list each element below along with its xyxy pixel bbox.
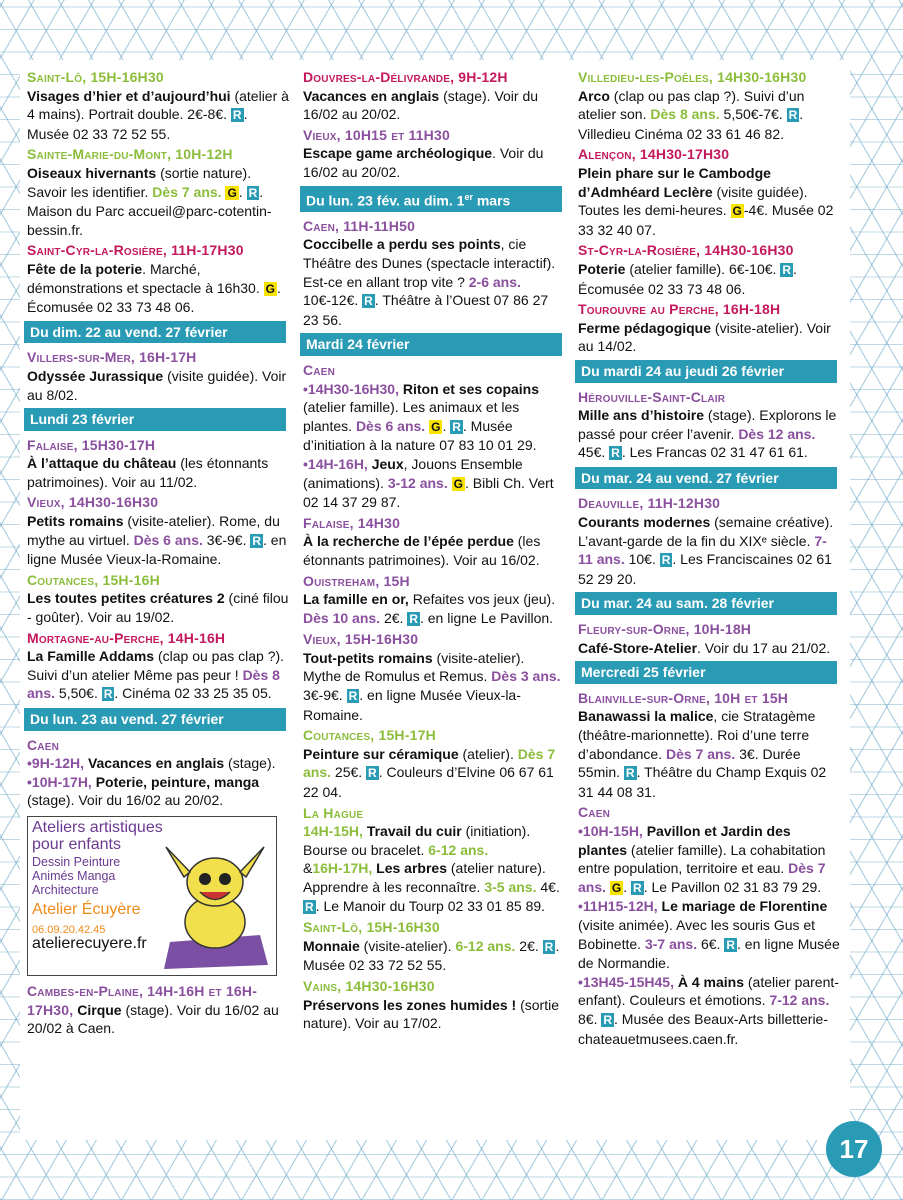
event-text: Marché, démonstrations et spectacle à 16h30.	[27, 260, 260, 296]
price: 5,50€.	[58, 685, 98, 702]
booking-badge: R	[625, 766, 635, 781]
event-city: Caen	[27, 736, 60, 753]
event-title: Poterie, peinture, manga	[95, 773, 260, 790]
event-tourouvre	[578, 300, 840, 356]
price: 2€.	[383, 609, 404, 626]
booking-badge: R	[103, 687, 113, 702]
time-label: •14H-16H,	[303, 455, 368, 472]
event-title: À la recherche de l’épée perdue	[303, 533, 514, 550]
age-label: Dès 6 ans.	[133, 531, 203, 548]
booking-badge: R	[661, 553, 671, 568]
booking-badge: R	[544, 939, 554, 954]
date-band: Mardi 24 février	[300, 333, 562, 356]
time-label: 14H-15H,	[303, 823, 363, 840]
price: 4€.	[540, 879, 560, 895]
event-city: Caen	[578, 804, 611, 821]
event-coutances	[27, 571, 289, 627]
event-city: Fleury-sur-Orne, 10H-18H	[578, 621, 752, 638]
booking-badge: R	[409, 611, 418, 626]
time-label: •13H45-15H45,	[578, 973, 674, 990]
event-info: . en ligne Musée Vieux-la-Romaine.	[27, 531, 287, 568]
event-title: Les toutes petites créatures 2	[27, 590, 225, 607]
event-vains	[303, 977, 565, 1033]
event-title: Oiseaux hivernants	[27, 164, 157, 181]
ad-headline: Ateliers artistiques pour enfants	[32, 818, 163, 853]
free-badge: G	[611, 880, 622, 895]
booking-badge: R	[348, 689, 358, 704]
event-st-cyr	[578, 241, 840, 298]
event-la-hague	[303, 804, 565, 917]
event-coutances	[303, 726, 565, 801]
event-text: (stage).	[228, 755, 276, 772]
event-city: Ouistreham, 15H	[303, 572, 410, 589]
event-caen-spectacle	[303, 217, 565, 330]
event-text: . Voir du 16/02 au 20/02.	[303, 145, 544, 180]
event-city: Hérouville-Saint-Clair	[578, 388, 726, 405]
event-info: . Les Francas 02 31 47 61 61.	[621, 444, 808, 461]
event-title: Arco	[578, 87, 610, 104]
event-text: Refaites vos jeux (jeu).	[412, 591, 556, 608]
event-city: Coutances, 15H-16H	[27, 571, 160, 588]
event-text: (stage). Explorons le passé pour créer l’avenir.	[578, 407, 837, 442]
age-label: 6-12 ans.	[455, 937, 516, 954]
event-caen	[27, 736, 289, 810]
event-text: (stage). Voir du 16/02 au 20/02 à Caen.	[27, 1001, 279, 1037]
event-blainville	[578, 689, 840, 802]
event-title: Banawassi la malice	[578, 708, 714, 725]
event-text: , cie Stratagème (théâtre-marionnette). Roi d’une terre d’abondance.	[578, 708, 816, 762]
event-title: Le mariage de Florentine	[661, 898, 828, 915]
event-text: (atelier parent-enfant). Couleurs et émotions.	[578, 973, 839, 1009]
booking-badge: R	[782, 262, 791, 277]
age-label: 6-12 ans.	[428, 841, 489, 858]
event-vieux-2	[303, 630, 565, 724]
event-title: Coccibelle a perdu ses points	[303, 236, 501, 253]
event-info: . Le Pavillon 02 31 83 79 29.	[643, 878, 822, 895]
event-info: . Maison du Parc accueil@parc-cotentin-bessin.fr.	[27, 183, 272, 238]
event-info: . en ligne Le Pavillon.	[419, 609, 554, 626]
event-text: , Jouons Ensemble (animations).	[303, 455, 523, 491]
event-text: (visite-atelier).	[363, 937, 452, 954]
event-text: (stage). Voir du 16/02 au 20/02.	[27, 792, 224, 809]
age-label: 2-6 ans.	[468, 273, 521, 290]
event-info: . Villedieu Cinéma 02 33 61 46 82.	[578, 106, 804, 142]
event-city: St-Cyr-la-Rosière, 14H30-16H30	[578, 242, 794, 259]
event-falaise	[27, 436, 289, 492]
ampersand: &	[303, 860, 313, 877]
event-title: Jeux	[371, 455, 404, 472]
event-title: Visages d’hier et d’aujourd’hui	[27, 87, 231, 104]
event-title: La famille en or,	[303, 591, 409, 608]
date-band: Du dim. 22 au vend. 27 février	[24, 321, 286, 344]
event-info: . Musée d’initiation à la nature 07 83 10 01 29.	[303, 417, 537, 454]
event-city: Mortagne-au-Perche, 14H-16H	[27, 629, 226, 646]
event-title: Tout-petits romains	[303, 649, 433, 666]
time-label: 16H-17H,	[312, 860, 373, 877]
event-text: (atelier à 4 mains). Portrait double. 2€-8€.	[27, 87, 289, 123]
price: 2€.	[519, 937, 539, 954]
event-text: (ciné filou - goûter). Voir au 19/02.	[27, 590, 289, 626]
event-city: Douvres-la-Délivrande, 9H-12H	[303, 69, 508, 85]
booking-badge: R	[232, 108, 242, 123]
age-label: 3-5 ans.	[484, 879, 537, 895]
event-text: (atelier famille). La cohabitation entre population, territoire et eau.	[578, 841, 826, 877]
booking-badge: R	[633, 880, 642, 895]
event-info: . Les Franciscaines 02 61 52 29 20.	[578, 551, 832, 587]
event-herouville	[578, 388, 840, 463]
date-band: Du mar. 24 au vend. 27 février	[575, 467, 837, 490]
event-caen: Caen •10H-15H, Pavillon et Jardin des plantes (atelier famille). La cohabitation entre population, territoire et eau. Dès 7 ans. G . R . Le Pavillon 02 31 83 79 29. •11H15-12H, Le mariage de Florentine (visite animée). Avec les souris Gus et Bobinette. 3-7 ans. 6€. R . en ligne Musée de Normandie. •13H45-15H45, À 4 mains (atelier parent-enfant). Couleurs et émotions. 7-12 ans. 8€. R . Musée des Beaux-Arts billetterie-chateauetmusees.caen.fr.	[578, 804, 840, 1047]
event-text: (sortie nature). Voir au 17/02.	[303, 996, 559, 1032]
event-text: (atelier nature). Apprendre à les reconnaître.	[303, 860, 546, 895]
event-ouistreham	[303, 572, 565, 629]
event-title: Café-Store-Atelier	[578, 639, 698, 656]
event-vieux	[303, 126, 565, 182]
event-city: Villedieu-les-Poêles, 14H30-16H30	[578, 69, 807, 85]
event-info: . en ligne Musée de Normandie.	[578, 935, 840, 972]
column-2	[303, 68, 565, 1035]
event-title: Les arbres	[376, 860, 447, 877]
event-text: (semaine créative). L’avant-garde de la fin du XIXᵉ siècle.	[578, 514, 834, 549]
free-badge: G	[431, 419, 441, 434]
age-label: 3-12 ans.	[387, 474, 448, 491]
event-title: Pavillon et Jardin des plantes	[578, 822, 791, 858]
event-vieux	[27, 493, 289, 568]
booking-badge: R	[368, 766, 377, 781]
event-info: . Théâtre à l’Ouest 07 86 27 23 56.	[303, 292, 549, 328]
event-title: Poterie	[578, 260, 626, 277]
event-title: Peinture sur céramique	[303, 745, 459, 762]
event-info: . Bibli Ch. Vert 02 14 37 29 87.	[303, 474, 554, 511]
event-city: Caen, 11H-11H50	[303, 217, 416, 234]
price: 6€.	[700, 935, 721, 952]
event-cambes	[27, 982, 289, 1038]
event-title: Ferme pédagogique	[578, 319, 712, 336]
event-title: Mille ans d’histoire	[578, 407, 705, 424]
event-title: Monnaie	[303, 937, 360, 954]
event-villers	[27, 348, 289, 404]
time-label: •14H30-16H30,	[303, 380, 399, 397]
event-text: (visite guidée). Voir au 8/02.	[27, 367, 287, 403]
age-label: 3-7 ans.	[644, 935, 698, 952]
event-city: Vieux, 14H30-16H30	[27, 494, 159, 511]
event-title: À l’attaque du château	[27, 455, 177, 472]
page-number: 17	[826, 1121, 882, 1177]
booking-badge: R	[611, 446, 620, 461]
date-band: Du mar. 24 au sam. 28 février	[575, 592, 837, 615]
event-text: (atelier famille). Les animaux et les plantes.	[303, 399, 520, 434]
time-label: •11H15-12H,	[578, 898, 658, 915]
event-text: (clap ou pas clap ?). Suivi d’un atelier son.	[578, 87, 805, 123]
event-info: . Cinéma 02 33 25 35 05.	[114, 685, 272, 702]
event-caen: Caen •14H30-16H30, Riton et ses copains (atelier famille). Les animaux et les plantes. Dès 6 ans. G . R . Musée d’initiation à la nature 07 83 10 01 29. •14H-16H, Jeux, Jouons Ensemble (animations). 3-12 ans. G . Bibli Ch. Vert 02 14 37 29 87.	[303, 361, 565, 512]
booking-badge: R	[452, 419, 461, 434]
event-city: Deauville, 11H-12H30	[578, 495, 721, 512]
event-city: Villers-sur-Mer, 16H-17H	[27, 349, 197, 366]
event-mortagne	[27, 629, 289, 704]
event-city: Falaise, 15H30-17H	[27, 436, 156, 453]
booking-badge: R	[248, 185, 258, 200]
price: 10€-12€.	[303, 292, 359, 309]
ad-line: Dessin Peinture	[32, 854, 121, 869]
age-label: Dès 7 ans.	[303, 745, 556, 781]
event-title: Vacances en anglais	[303, 87, 440, 104]
time-label: •9H-12H,	[27, 755, 85, 772]
event-info: . Musée des Beaux-Arts billetterie-chateauetmusees.caen.fr.	[578, 1010, 829, 1047]
advertisement[interactable]	[27, 816, 277, 976]
column-1	[27, 68, 289, 1040]
event-city: Blainville-sur-Orne, 10H et 15H	[578, 689, 789, 706]
event-title: La Famille Addams	[27, 648, 155, 665]
event-title: Odyssée Jurassique	[27, 367, 164, 384]
event-info: . Théâtre du Champ Exquis 02 31 44 08 31.	[578, 764, 827, 800]
event-saint-lo	[27, 68, 289, 143]
event-text: (initiation). Bourse ou bracelet.	[303, 823, 531, 858]
free-badge: G	[227, 185, 237, 200]
free-badge: G	[453, 476, 463, 491]
event-text: (visite-atelier). Voir au 14/02.	[578, 319, 831, 355]
age-label: 7-12 ans.	[769, 992, 830, 1009]
booking-badge: R	[364, 294, 373, 309]
event-title: Vacances en anglais	[87, 755, 225, 772]
event-title: Petits romains	[27, 513, 124, 530]
event-title: Courants modernes	[578, 514, 711, 531]
event-city: Vains, 14H30-16H30	[303, 977, 435, 994]
event-douvres	[303, 68, 565, 124]
event-info: . Le Manoir du Tourp 02 33 01 85 89.	[315, 897, 546, 914]
event-saint-cyr: Saint-Cyr-la-Rosière, 11H-17H30 Fête de la poterie. Marché, démonstrations et spectacle à 16h30. G . Écomusée 02 33 73 48 06.	[27, 241, 289, 316]
event-info: . Musée 02 33 72 52 55.	[27, 106, 248, 142]
event-text: (clap ou pas clap ?). Suivi d’un atelier Même pas peur !	[27, 648, 285, 683]
event-city: Caen	[303, 361, 336, 378]
event-falaise	[303, 514, 565, 570]
event-deauville	[578, 494, 840, 588]
event-title: Préservons les zones humides !	[303, 996, 517, 1013]
ad-brand: Atelier Écuyère	[32, 900, 141, 918]
event-text: (visite-atelier). Rome, du mythe au virtuel.	[27, 513, 280, 548]
event-text: (stage). Voir du 16/02 au 20/02.	[303, 87, 539, 123]
event-city: Vieux, 10H15 et 11H30	[303, 126, 450, 143]
event-fleury	[578, 620, 840, 657]
booking-badge: R	[603, 1012, 613, 1027]
date-band: Du lun. 23 fév. au dim. 1er mars	[300, 186, 562, 212]
age-label: 7-11 ans.	[578, 532, 827, 568]
event-info: . Écomusée 02 33 73 48 06.	[27, 279, 281, 316]
age-label: Dès 6 ans.	[355, 417, 426, 434]
event-city: Tourouvre au Perche, 16H-18H	[578, 301, 781, 318]
event-text: (visite animée). Avec les souris Gus et Bobinette.	[578, 916, 816, 952]
ad-line: Animés Manga	[32, 868, 116, 883]
age-label: Dès 12 ans.	[738, 425, 816, 442]
event-city: Saint-Lô, 15H-16H30	[303, 919, 440, 936]
event-title: Fête de la poterie	[27, 260, 143, 277]
event-text: , cie Théâtre des Dunes (spectacle interactif). Est-ce en allant trop vite ?	[303, 236, 556, 290]
event-city: Vieux, 15H-16H30	[303, 631, 419, 648]
free-badge: G	[732, 204, 742, 219]
price: 3€-9€.	[303, 687, 343, 704]
ad-url[interactable]: atelierecuyere.fr	[32, 934, 147, 952]
event-text: . Voir du 17 au 21/02.	[697, 639, 831, 656]
event-info: . en ligne Musée Vieux-la-Romaine.	[303, 687, 521, 723]
cartoon-character-icon	[160, 837, 272, 972]
event-sainte-marie: Sainte-Marie-du-Mont, 10H-12H Oiseaux hivernants (sortie nature). Savoir les identifier. Dès 7 ans. G . R . Maison du Parc accueil@parc-cotentin-bessin.fr.	[27, 145, 289, 239]
event-city: Saint-Cyr-la-Rosière, 11H-17H30	[27, 242, 244, 259]
booking-badge: R	[252, 533, 262, 548]
event-city: Falaise, 14H30	[303, 514, 401, 531]
price: 45€.	[578, 444, 606, 461]
booking-badge: R	[305, 899, 314, 914]
time-label: •10H-17H,	[27, 773, 92, 790]
event-text: (atelier).	[462, 745, 514, 762]
time-label: •10H-15H,	[578, 822, 643, 839]
event-saint-lo	[303, 918, 565, 975]
age-label: Dès 7 ans.	[665, 745, 736, 762]
event-city: Sainte-Marie-du-Mont, 10H-12H	[27, 146, 233, 163]
age-label: Dès 3 ans.	[491, 668, 561, 685]
event-info: . Couleurs d’Elvine 06 67 61 22 04.	[303, 764, 554, 801]
event-title: Riton et ses copains	[402, 380, 540, 397]
event-title: Cirque	[77, 1001, 122, 1018]
event-text: (visite guidée). Toutes les demi-heures.	[578, 183, 808, 219]
column-3	[578, 68, 840, 1050]
date-band: Lundi 23 février	[24, 408, 286, 431]
age-label: Dès 8 ans.	[650, 106, 720, 123]
price: 3€-9€.	[206, 531, 247, 548]
event-info: -4€. Musée 02 33 32 40 07.	[578, 202, 834, 238]
price: 10€.	[628, 551, 656, 568]
date-band: Du mardi 24 au jeudi 26 février	[575, 360, 837, 383]
event-alencon	[578, 145, 840, 239]
age-label: Dès 8 ans.	[27, 666, 280, 702]
price: 25€.	[334, 764, 363, 781]
date-band: Du lun. 23 au vend. 27 février	[24, 708, 286, 731]
event-info: . Musée 02 33 72 52 55.	[303, 937, 560, 974]
age-label: Dès 7 ans.	[578, 860, 826, 895]
event-text: (les étonnants patrimoines). Voir au 16/02.	[303, 533, 541, 568]
ad-line: Architecture	[32, 882, 99, 897]
event-text: (les étonnants patrimoines). Voir au 11/02.	[27, 455, 269, 490]
age-label: Dès 7 ans.	[152, 183, 222, 200]
event-city: Coutances, 15H-17H	[303, 727, 436, 744]
event-city: Cambes-en-Plaine, 14H-16H et 16H-17H30,	[27, 982, 258, 1018]
event-title: Escape game archéologique	[303, 145, 493, 162]
event-text: (visite-atelier). Mythe de Romulus et Remus.	[303, 649, 525, 685]
event-villedieu	[578, 68, 840, 143]
event-title: À 4 mains	[677, 973, 744, 990]
event-info: . Écomusée 02 33 73 48 06.	[578, 260, 797, 297]
booking-badge: R	[726, 937, 736, 952]
booking-badge: R	[788, 108, 798, 123]
event-text: (sortie nature). Savoir les identifier.	[27, 164, 252, 200]
date-band: Mercredi 25 février	[575, 661, 837, 684]
event-title: Travail du cuir	[366, 823, 462, 840]
event-text: (atelier famille). 6€-10€.	[629, 260, 777, 277]
event-city: Saint-Lô, 15H-16H30	[27, 69, 164, 85]
free-badge: G	[265, 281, 275, 296]
price: 5,50€-7€.	[723, 106, 783, 123]
event-title: Plein phare sur le Cambodge d’Admhéard Leclère	[578, 164, 771, 200]
event-city: La Hague	[303, 804, 364, 821]
event-city: Alençon, 14H30-17H30	[578, 146, 730, 163]
age-label: Dès 10 ans.	[303, 609, 381, 626]
ad-phone: 06.09.20.42.45	[32, 923, 106, 936]
price: 3€. Durée 55min.	[578, 745, 801, 781]
price: 8€.	[578, 1010, 598, 1027]
